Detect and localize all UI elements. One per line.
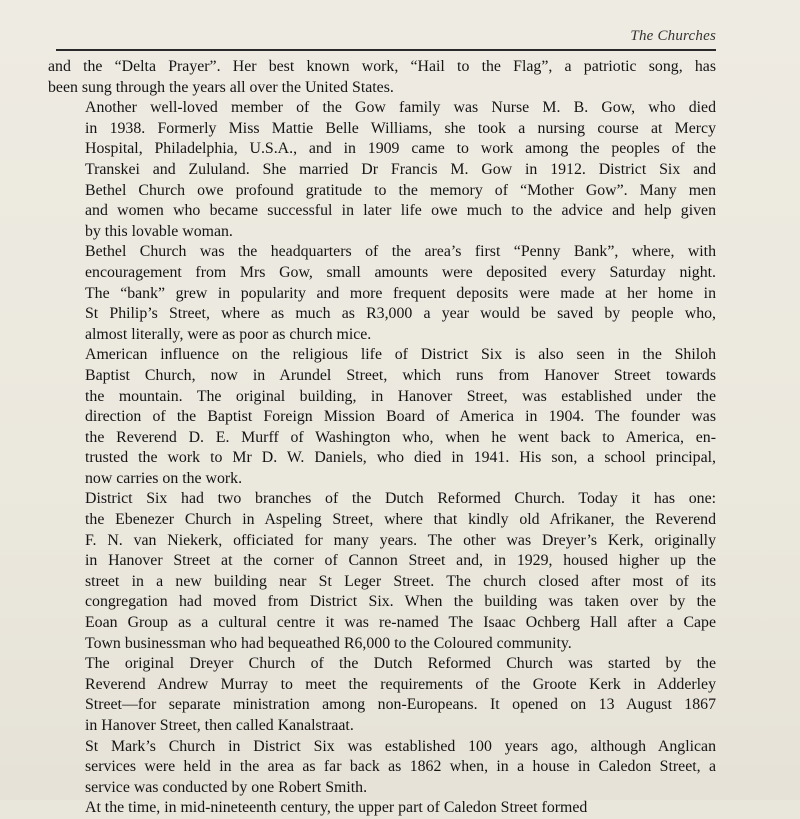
text-line: Hospital, Philadelphia, U.S.A., and in 1909 came to work among the peoples of the	[85, 140, 716, 158]
text-line: Another well-loved member of the Gow family was Nurse M. B. Gow, who died	[85, 99, 716, 117]
header-rule	[56, 49, 716, 51]
text-line: and the “Delta Prayer”. Her best known work, “Hail to the Flag”, a patriotic song, has	[48, 58, 716, 75]
text-line: Baptist Church, now in Arundel Street, which runs from Hanover Street towards	[85, 366, 716, 384]
text-line: the mountain. The original building, in Hanover Street, was established under the	[85, 387, 716, 405]
text-line: in Hanover Street at the corner of Cannon Street and, in 1929, housed higher up the	[85, 552, 716, 570]
text-line: by this lovable woman.	[85, 222, 233, 240]
text-line: services were held in the area as far back as 1862 when, in a house in Caledon Street, a	[85, 758, 716, 776]
text-line: congregation had moved from District Six. When the building was taken over by the	[85, 593, 716, 611]
text-line: Town businessman who had bequeathed R6,000 to the Coloured community.	[85, 634, 572, 652]
paragraph	[48, 654, 716, 736]
text-line: F. N. van Niekerk, officiated for many years. The other was Dreyer’s Kerk, originally	[85, 531, 716, 549]
running-head: The Churches	[630, 28, 716, 44]
paragraph	[48, 98, 716, 242]
text-line: direction of the Baptist Foreign Mission Board of America in 1904. The founder was	[85, 408, 716, 426]
text-line: now carries on the work.	[85, 469, 243, 487]
text-line: the Reverend D. E. Murff of Washington who, when he went back to America, en-	[85, 428, 716, 446]
text-line: Street—for separate ministration among non-Europeans. It opened on 13 August 1867	[85, 696, 716, 714]
paragraph	[48, 489, 716, 654]
text-line: service was conducted by one Robert Smith.	[85, 778, 368, 796]
text-line: almost literally, were as poor as church mice.	[85, 325, 372, 343]
paragraph	[48, 345, 716, 489]
text-line: American influence on the religious life of District Six is also seen in the Shiloh	[85, 346, 716, 364]
text-line: Eoan Group as a cultural centre it was re-named The Isaac Ochberg Hall after a Cape	[85, 614, 716, 632]
text-line: District Six had two branches of the Dutch Reformed Church. Today it has one:	[85, 490, 716, 508]
text-line: Reverend Andrew Murray to meet the requirements of the Groote Kerk in Adderley	[85, 675, 716, 693]
paragraph	[48, 737, 716, 799]
paragraph	[48, 242, 716, 345]
text-line: Bethel Church was the headquarters of the area’s first “Penny Bank”, where, with	[85, 243, 716, 261]
paragraph	[48, 798, 716, 819]
text-line: and women who became successful in later life owe much to the advice and help given	[85, 202, 716, 220]
text-line: street in a new building near St Leger Street. The church closed after most of its	[85, 572, 716, 590]
text-line: At the time, in mid-nineteenth century, the upper part of Caledon Street formed	[85, 799, 588, 817]
text-line: trusted the work to Mr D. W. Daniels, who died in 1941. His son, a school principal,	[85, 449, 716, 467]
text-line: in 1938. Formerly Miss Mattie Belle Williams, she took a nursing course at Mercy	[85, 119, 716, 137]
text-line: been sung through the years all over the United States.	[48, 78, 394, 96]
text-line: The “bank” grew in popularity and more frequent deposits were made at her home in	[85, 284, 716, 302]
text-line: St Philip’s Street, where as much as R3,000 a year would be saved by people who,	[85, 305, 716, 323]
text-line: Transkei and Zululand. She married Dr Francis M. Gow in 1912. District Six and	[85, 160, 716, 178]
text-line: in Hanover Street, then called Kanalstraat.	[85, 717, 354, 734]
text-line: the Ebenezer Church in Aspeling Street, where that kindly old Afrikaner, the Reverend	[85, 511, 716, 529]
text-line: Bethel Church owe profound gratitude to the memory of “Mother Gow”. Many men	[85, 181, 716, 199]
body-text	[48, 57, 716, 819]
text-line: The original Dreyer Church of the Dutch Reformed Church was started by the	[85, 655, 716, 673]
paragraph	[48, 57, 716, 98]
text-line: encouragement from Mrs Gow, small amounts were deposited every Saturday night.	[85, 263, 716, 281]
page-header	[56, 28, 716, 50]
text-line: St Mark’s Church in District Six was established 100 years ago, although Anglican	[85, 737, 716, 755]
